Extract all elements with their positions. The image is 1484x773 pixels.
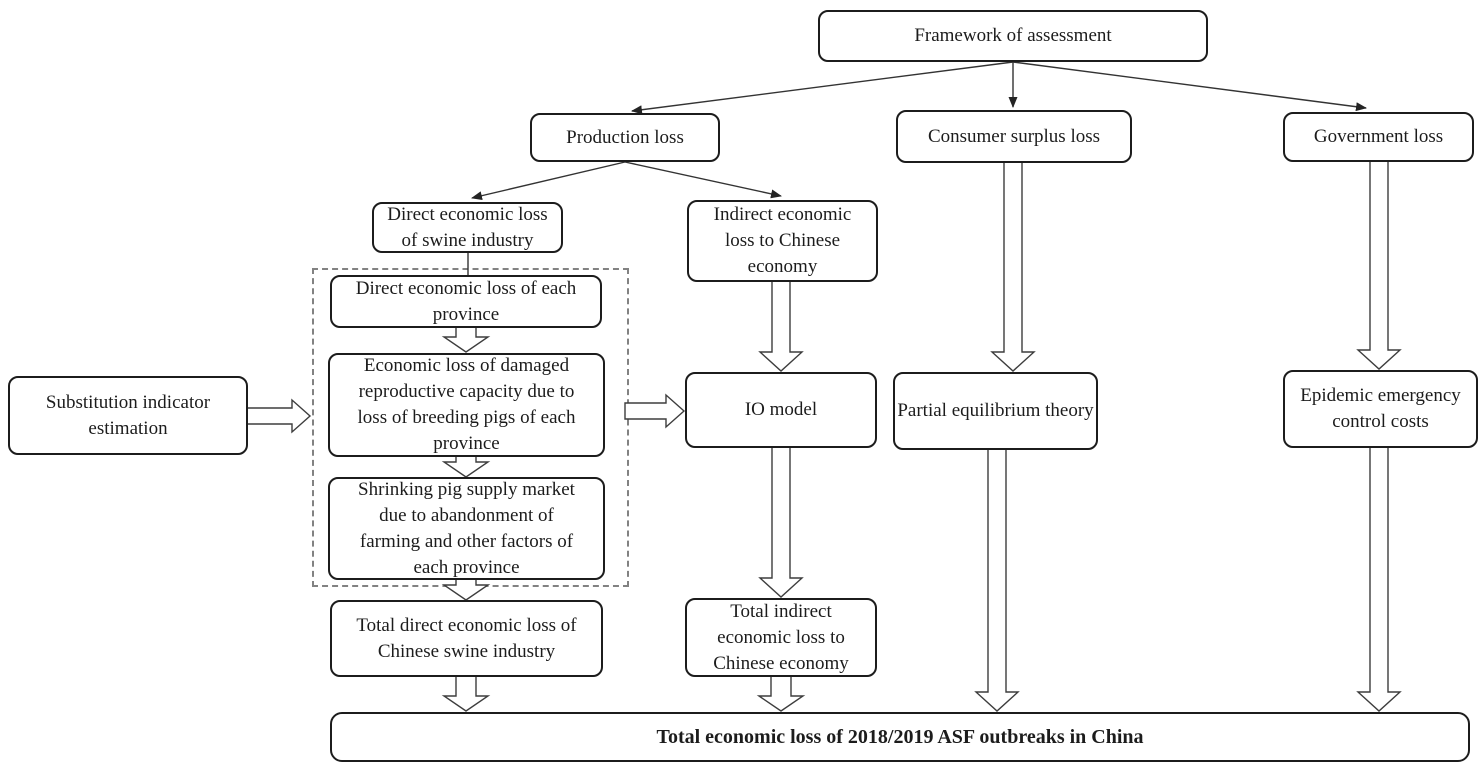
node-production-loss: Production loss	[530, 113, 720, 162]
node-consumer-surplus-loss: Consumer surplus loss	[896, 110, 1132, 163]
node-partial-equilibrium: Partial equilibrium theory	[893, 372, 1098, 450]
node-direct-loss-province: Direct economic loss of each province	[330, 275, 602, 328]
node-io-model: IO model	[685, 372, 877, 448]
node-epidemic-costs: Epidemic emergency control costs	[1283, 370, 1478, 448]
node-shrinking-supply: Shrinking pig supply market due to abandonment of farming and other factors of each province	[328, 477, 605, 580]
node-total-direct-loss: Total direct economic loss of Chinese swine industry	[330, 600, 603, 677]
node-government-loss: Government loss	[1283, 112, 1474, 162]
node-framework: Framework of assessment	[818, 10, 1208, 62]
node-direct-loss-swine: Direct economic loss of swine industry	[372, 202, 563, 253]
node-total-loss: Total economic loss of 2018/2019 ASF outbreaks in China	[330, 712, 1470, 762]
node-substitution-estimation: Substitution indicator estimation	[8, 376, 248, 455]
node-reproductive-loss: Economic loss of damaged reproductive capacity due to loss of breeding pigs of each province	[328, 353, 605, 457]
node-total-indirect-loss: Total indirect economic loss to Chinese economy	[685, 598, 877, 677]
tree-edges	[468, 62, 1366, 276]
node-indirect-loss-economy: Indirect economic loss to Chinese economy	[687, 200, 878, 282]
